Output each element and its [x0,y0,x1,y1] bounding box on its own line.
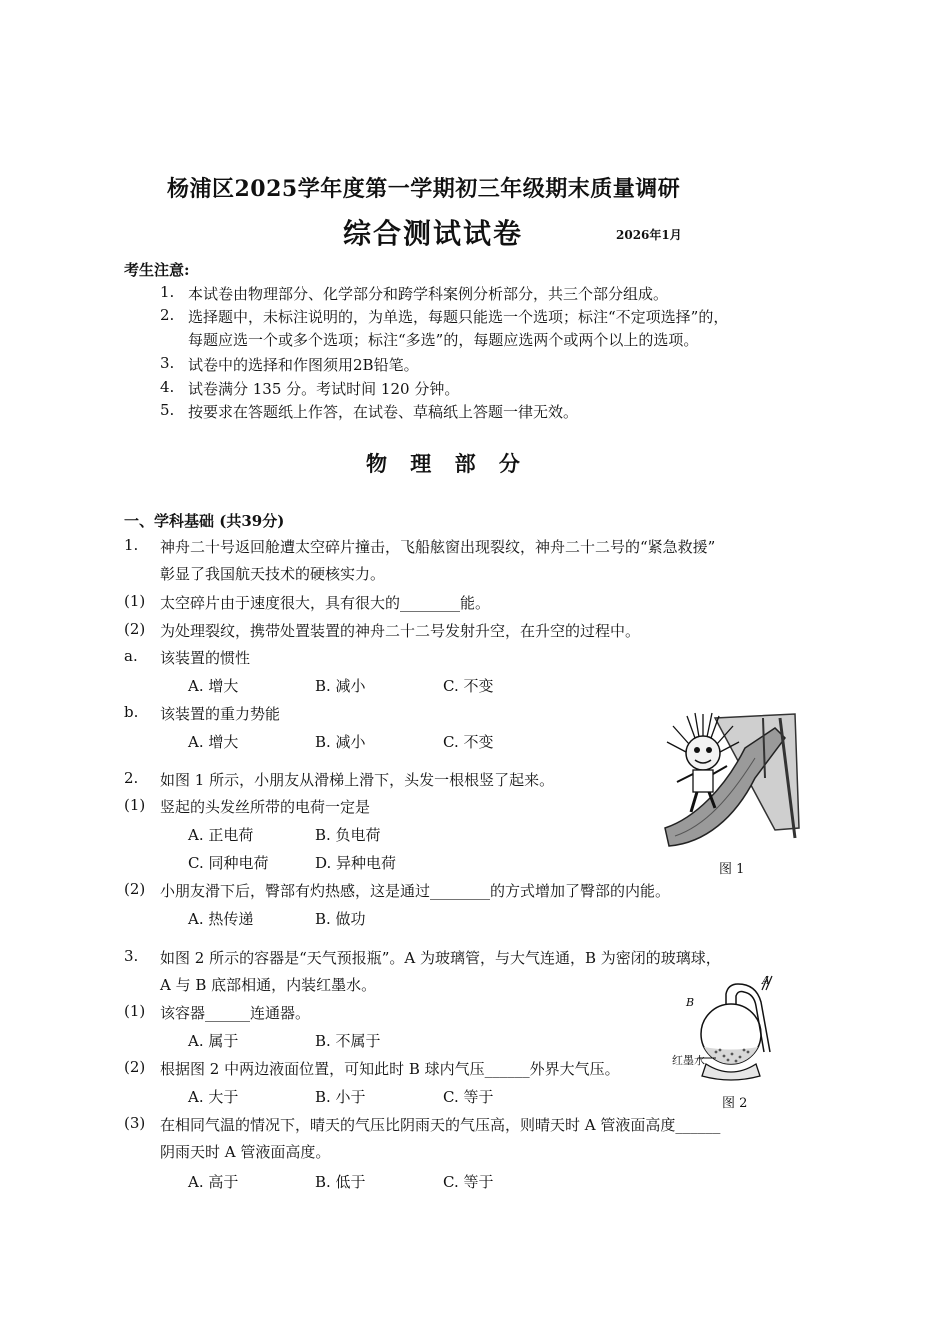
q2-sub1-option-b[interactable]: B. 负电荷 [315,826,381,844]
q1-sub2-text: 为处理裂纹，携带处置装置的神舟二十二号发射升空，在升空的过程中。 [160,622,641,640]
figure-2-label-b: B [686,996,695,1009]
q2-sub1-option-a[interactable]: A. 正电荷 [188,826,254,844]
q3-stem-line1: 如图 2 所示的容器是“天气预报瓶”。A 为玻璃管，与大气连通，B 为密闭的玻璃球， [160,949,721,967]
notice-num-2: 2. [160,306,175,324]
figure-2-label-a: A [762,974,770,987]
q2-sub1-text: 竖起的头发丝所带的电荷一定是 [160,798,371,816]
q1-b-text: 该装置的重力势能 [160,705,281,723]
section-title: 物 理 部 分 [366,451,528,476]
q1-stem-line2: 彰显了我国航天技术的硬核实力。 [160,565,386,583]
q3-sub3-option-b[interactable]: B. 低于 [315,1173,366,1191]
q1-sub1-num: (1) [124,592,146,610]
q1-sub2-num: (2) [124,620,146,638]
q2-stem: 如图 1 所示，小朋友从滑梯上滑下，头发一根根竖了起来。 [160,771,555,789]
q3-sub2-text: 根据图 2 中两边液面位置，可知此时 B 球内气压______外界大气压。 [160,1060,620,1078]
q3-sub2-num: (2) [124,1058,146,1076]
q2-sub2-text: 小朋友滑下后，臀部有灼热感，这是通过________的方式增加了臀部的内能。 [160,882,671,900]
q3-sub1-num: (1) [124,1002,146,1020]
q2-sub2-option-a[interactable]: A. 热传递 [188,910,254,928]
q3-sub3-line2: 阴雨天时 A 管液面高度。 [160,1143,331,1161]
q1-a-option-b[interactable]: B. 减小 [315,677,366,695]
notice-num-5: 5. [160,401,175,419]
notice-num-3: 3. [160,354,175,372]
q1-a-text: 该装置的惯性 [160,649,251,667]
figure-2-caption: 图 2 [722,1096,748,1111]
figure-2-label-ink: 红墨水 [672,1054,705,1067]
q2-num: 2. [124,769,139,787]
notice-label: 考生注意: [124,261,190,279]
notice-item-3: 试卷中的选择和作图须用2B铅笔。 [188,356,419,374]
q3-sub2-option-c[interactable]: C. 等于 [443,1088,494,1106]
q3-num: 3. [124,947,139,965]
q1-b-option-a[interactable]: A. 增大 [188,733,239,751]
q3-sub3-line1: 在相同气温的情况下，晴天的气压比阴雨天的气压高，则晴天时 A 管液面高度______ [160,1116,721,1134]
q3-sub1-text: 该容器______连通器。 [160,1004,311,1022]
q2-sub1-option-d[interactable]: D. 异种电荷 [315,854,397,872]
q3-sub2-option-a[interactable]: A. 大于 [188,1088,239,1106]
exam-date: 2026年1月 [616,228,682,242]
q1-stem-line1: 神舟二十号返回舱遭太空碎片撞击，飞船舷窗出现裂纹，神舟二十二号的“紧急救援” [160,538,716,556]
q1-a-label: a. [124,647,138,665]
figure-1-slide-illustration [655,708,805,848]
q3-sub2-option-b[interactable]: B. 小于 [315,1088,366,1106]
part1-heading: 一、学科基础 (共39分) [124,512,285,530]
q1-num: 1. [124,536,139,554]
q1-a-option-a[interactable]: A. 增大 [188,677,239,695]
notice-item-2-line1: 选择题中，未标注说明的，为单选，每题只能选一个选项；标注“不定项选择”的， [188,308,729,326]
q3-stem-line2: A 与 B 底部相通，内装红墨水。 [160,976,377,994]
notice-item-2-line2: 每题应选一个或多个选项；标注“多选”的，每题应选两个或两个以上的选项。 [188,331,699,349]
q1-b-option-b[interactable]: B. 减小 [315,733,366,751]
figure-1-caption: 图 1 [719,862,745,877]
q3-sub3-num: (3) [124,1114,146,1132]
exam-subtitle: 综合测试试卷 [343,217,524,250]
q1-b-label: b. [124,703,139,721]
notice-item-5: 按要求在答题纸上作答，在试卷、草稿纸上答题一律无效。 [188,403,579,421]
q1-sub1-text: 太空碎片由于速度很大，具有很大的________能。 [160,594,491,612]
q3-sub3-option-a[interactable]: A. 高于 [188,1173,239,1191]
notice-num-4: 4. [160,378,175,396]
exam-title: 杨浦区2025学年度第一学期初三年级期末质量调研 [167,176,681,202]
q2-sub1-num: (1) [124,796,146,814]
notice-item-1: 本试卷由物理部分、化学部分和跨学科案例分析部分，共三个部分组成。 [188,285,669,303]
q1-a-option-c[interactable]: C. 不变 [443,677,494,695]
notice-item-4: 试卷满分 135 分。考试时间 120 分钟。 [188,380,460,398]
q3-sub3-option-c[interactable]: C. 等于 [443,1173,494,1191]
q2-sub2-num: (2) [124,880,146,898]
q2-sub1-option-c[interactable]: C. 同种电荷 [188,854,269,872]
q3-sub1-option-a[interactable]: A. 属于 [188,1032,239,1050]
notice-num-1: 1. [160,283,175,301]
q2-sub2-option-b[interactable]: B. 做功 [315,910,366,928]
q3-sub1-option-b[interactable]: B. 不属于 [315,1032,381,1050]
q1-b-option-c[interactable]: C. 不变 [443,733,494,751]
